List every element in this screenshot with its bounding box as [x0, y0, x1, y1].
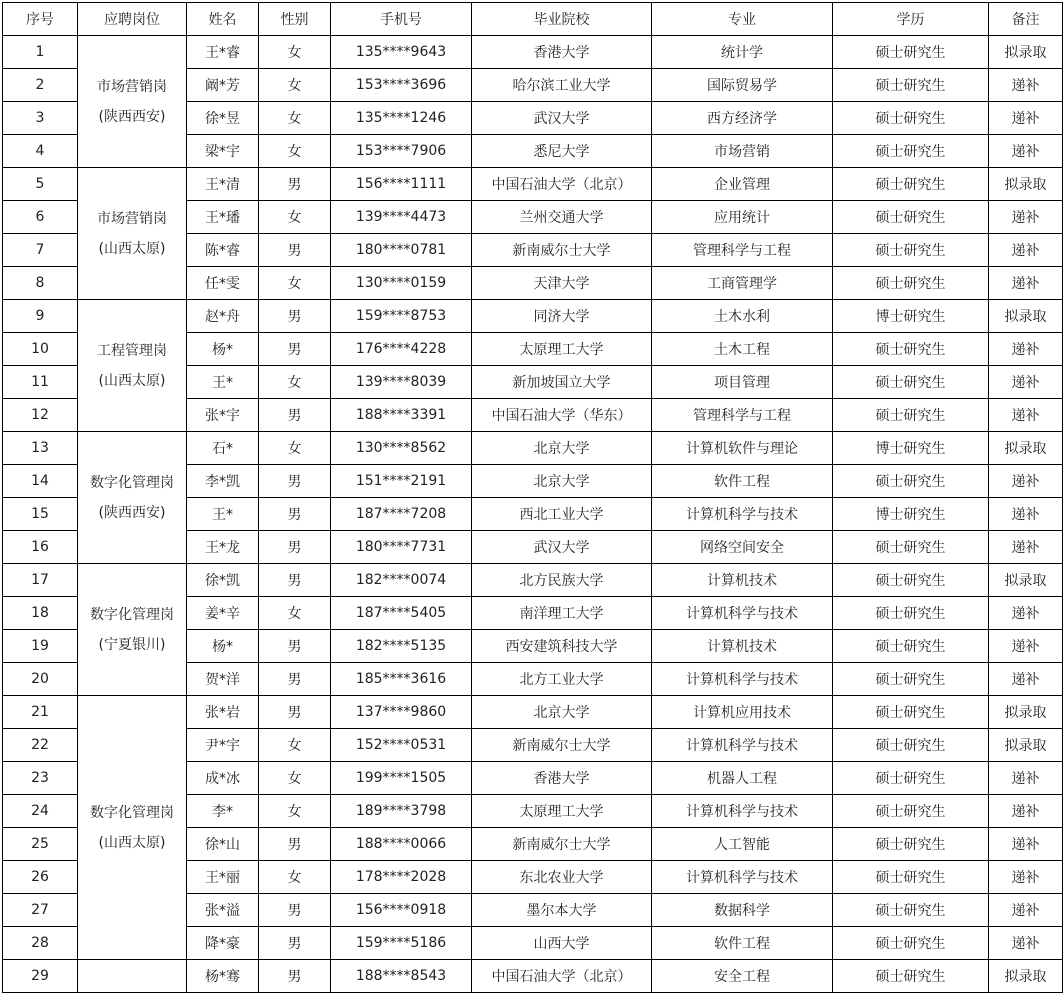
- cell-major: 工商管理学: [652, 267, 833, 300]
- cell-major: 项目管理: [652, 366, 833, 399]
- cell-index: 16: [3, 531, 78, 564]
- cell-school: 中国石油大学（华东）: [472, 399, 652, 432]
- cell-remark: 递补: [989, 861, 1063, 894]
- cell-major: 安全工程: [652, 960, 833, 993]
- table-row: [3, 432, 1063, 465]
- cell-major: 管理科学与工程: [652, 234, 833, 267]
- header-row: [3, 3, 1063, 36]
- cell-gender: 女: [259, 729, 331, 762]
- cell-phone: 156****1111: [331, 168, 472, 201]
- cell-major: 计算机科学与技术: [652, 663, 833, 696]
- cell-remark: 递补: [989, 630, 1063, 663]
- cell-gender: 女: [259, 366, 331, 399]
- cell-index: 28: [3, 927, 78, 960]
- cell-name: 王*睿: [187, 36, 259, 69]
- cell-degree: 硕士研究生: [833, 399, 989, 432]
- cell-school: 北京大学: [472, 465, 652, 498]
- cell-index: 12: [3, 399, 78, 432]
- cell-major: 国际贸易学: [652, 69, 833, 102]
- cell-name: 阚*芳: [187, 69, 259, 102]
- cell-name: 徐*昱: [187, 102, 259, 135]
- cell-phone: 188****3391: [331, 399, 472, 432]
- cell-degree: 硕士研究生: [833, 135, 989, 168]
- cell-gender: 女: [259, 36, 331, 69]
- cell-degree: 博士研究生: [833, 432, 989, 465]
- cell-index: 15: [3, 498, 78, 531]
- cell-remark: 拟录取: [989, 168, 1063, 201]
- cell-remark: 递补: [989, 366, 1063, 399]
- cell-major: 数据科学: [652, 894, 833, 927]
- cell-major: 计算机技术: [652, 630, 833, 663]
- cell-phone: 185****3616: [331, 663, 472, 696]
- cell-index: 4: [3, 135, 78, 168]
- position-title: 数字化管理岗: [90, 606, 174, 623]
- position-location: (陕西西安): [98, 108, 166, 125]
- cell-phone: 152****0531: [331, 729, 472, 762]
- cell-school: 北京大学: [472, 696, 652, 729]
- cell-name: 贺*洋: [187, 663, 259, 696]
- cell-index: 25: [3, 828, 78, 861]
- cell-degree: 硕士研究生: [833, 366, 989, 399]
- cell-degree: 硕士研究生: [833, 630, 989, 663]
- cell-phone: 137****9860: [331, 696, 472, 729]
- cell-phone: 188****8543: [331, 960, 472, 993]
- cell-degree: 博士研究生: [833, 498, 989, 531]
- cell-degree: 硕士研究生: [833, 597, 989, 630]
- cell-degree: 硕士研究生: [833, 102, 989, 135]
- cell-index: 17: [3, 564, 78, 597]
- cell-remark: 递补: [989, 201, 1063, 234]
- cell-school: 新加坡国立大学: [472, 366, 652, 399]
- cell-degree: 博士研究生: [833, 300, 989, 333]
- cell-index: 2: [3, 69, 78, 102]
- table-row: [3, 696, 1063, 729]
- table-row: [3, 300, 1063, 333]
- cell-school: 香港大学: [472, 762, 652, 795]
- cell-gender: 男: [259, 300, 331, 333]
- cell-degree: 硕士研究生: [833, 168, 989, 201]
- cell-index: 6: [3, 201, 78, 234]
- cell-position: [78, 36, 187, 168]
- cell-phone: 159****5186: [331, 927, 472, 960]
- cell-degree: 硕士研究生: [833, 564, 989, 597]
- cell-remark: 递补: [989, 267, 1063, 300]
- cell-gender: 男: [259, 894, 331, 927]
- position-title: 市场营销岗: [97, 78, 167, 95]
- cell-degree: 硕士研究生: [833, 894, 989, 927]
- cell-phone: 180****7731: [331, 531, 472, 564]
- cell-index: 23: [3, 762, 78, 795]
- cell-remark: 拟录取: [989, 36, 1063, 69]
- cell-phone: 178****2028: [331, 861, 472, 894]
- cell-school: 兰州交通大学: [472, 201, 652, 234]
- cell-school: 武汉大学: [472, 531, 652, 564]
- cell-major: 土木水利: [652, 300, 833, 333]
- cell-gender: 男: [259, 696, 331, 729]
- cell-remark: 递补: [989, 828, 1063, 861]
- cell-school: 东北农业大学: [472, 861, 652, 894]
- cell-name: 王*丽: [187, 861, 259, 894]
- cell-remark: 拟录取: [989, 960, 1063, 993]
- cell-index: 20: [3, 663, 78, 696]
- cell-major: 软件工程: [652, 927, 833, 960]
- header-remark: 备注: [989, 3, 1063, 36]
- cell-name: 石*: [187, 432, 259, 465]
- cell-school: 中国石油大学（北京）: [472, 960, 652, 993]
- cell-school: 武汉大学: [472, 102, 652, 135]
- cell-remark: 拟录取: [989, 300, 1063, 333]
- position-title: 市场营销岗: [97, 210, 167, 227]
- cell-name: 梁*宇: [187, 135, 259, 168]
- cell-major: 计算机技术: [652, 564, 833, 597]
- cell-gender: 女: [259, 762, 331, 795]
- cell-school: 悉尼大学: [472, 135, 652, 168]
- cell-remark: 拟录取: [989, 564, 1063, 597]
- cell-index: 24: [3, 795, 78, 828]
- cell-degree: 硕士研究生: [833, 762, 989, 795]
- cell-remark: 递补: [989, 894, 1063, 927]
- cell-index: 5: [3, 168, 78, 201]
- cell-index: 3: [3, 102, 78, 135]
- cell-gender: 女: [259, 597, 331, 630]
- cell-name: 张*溢: [187, 894, 259, 927]
- cell-remark: 递补: [989, 762, 1063, 795]
- table-row: [3, 564, 1063, 597]
- position-location: (宁夏银川): [98, 636, 166, 653]
- cell-index: 9: [3, 300, 78, 333]
- cell-gender: 男: [259, 663, 331, 696]
- cell-degree: 硕士研究生: [833, 267, 989, 300]
- cell-major: 企业管理: [652, 168, 833, 201]
- cell-phone: 130****0159: [331, 267, 472, 300]
- cell-remark: 递补: [989, 597, 1063, 630]
- cell-school: 山西大学: [472, 927, 652, 960]
- cell-gender: 男: [259, 168, 331, 201]
- cell-name: 徐*山: [187, 828, 259, 861]
- cell-school: 西安建筑科技大学: [472, 630, 652, 663]
- position-title: 数字化管理岗: [90, 804, 174, 821]
- cell-phone: 188****0066: [331, 828, 472, 861]
- cell-gender: 男: [259, 498, 331, 531]
- cell-gender: 女: [259, 795, 331, 828]
- cell-degree: 硕士研究生: [833, 201, 989, 234]
- cell-degree: 硕士研究生: [833, 69, 989, 102]
- cell-phone: 180****0781: [331, 234, 472, 267]
- cell-major: 计算机科学与技术: [652, 861, 833, 894]
- cell-phone: 139****4473: [331, 201, 472, 234]
- cell-name: 张*宇: [187, 399, 259, 432]
- cell-degree: 硕士研究生: [833, 828, 989, 861]
- cell-school: 同济大学: [472, 300, 652, 333]
- cell-index: 29: [3, 960, 78, 993]
- cell-phone: 135****1246: [331, 102, 472, 135]
- cell-name: 赵*舟: [187, 300, 259, 333]
- position-location: (山西太原): [98, 834, 166, 851]
- cell-phone: 159****8753: [331, 300, 472, 333]
- cell-phone: 135****9643: [331, 36, 472, 69]
- cell-major: 计算机科学与技术: [652, 597, 833, 630]
- cell-degree: 硕士研究生: [833, 861, 989, 894]
- cell-major: 西方经济学: [652, 102, 833, 135]
- cell-major: 网络空间安全: [652, 531, 833, 564]
- cell-index: 26: [3, 861, 78, 894]
- cell-school: 太原理工大学: [472, 795, 652, 828]
- cell-degree: 硕士研究生: [833, 531, 989, 564]
- cell-gender: 女: [259, 135, 331, 168]
- cell-phone: 182****0074: [331, 564, 472, 597]
- cell-gender: 男: [259, 960, 331, 993]
- cell-remark: 拟录取: [989, 432, 1063, 465]
- cell-degree: 硕士研究生: [833, 663, 989, 696]
- cell-gender: 女: [259, 102, 331, 135]
- cell-school: 中国石油大学（北京）: [472, 168, 652, 201]
- cell-phone: 176****4228: [331, 333, 472, 366]
- cell-name: 王*清: [187, 168, 259, 201]
- cell-name: 王*: [187, 366, 259, 399]
- cell-phone: 199****1505: [331, 762, 472, 795]
- cell-name: 王*: [187, 498, 259, 531]
- cell-phone: 182****5135: [331, 630, 472, 663]
- cell-remark: 递补: [989, 234, 1063, 267]
- cell-degree: 硕士研究生: [833, 927, 989, 960]
- cell-major: 计算机应用技术: [652, 696, 833, 729]
- table-body: [3, 36, 1063, 993]
- header-index: 序号: [3, 3, 78, 36]
- position-location: (山西太原): [98, 240, 166, 257]
- cell-gender: 女: [259, 432, 331, 465]
- cell-phone: 130****8562: [331, 432, 472, 465]
- cell-remark: 递补: [989, 663, 1063, 696]
- cell-index: 1: [3, 36, 78, 69]
- cell-major: 统计学: [652, 36, 833, 69]
- cell-gender: 男: [259, 564, 331, 597]
- cell-remark: 递补: [989, 795, 1063, 828]
- position-title: 工程管理岗: [97, 342, 167, 359]
- cell-degree: 硕士研究生: [833, 960, 989, 993]
- cell-school: 新南威尔士大学: [472, 828, 652, 861]
- cell-name: 杨*骞: [187, 960, 259, 993]
- header-name: 姓名: [187, 3, 259, 36]
- cell-name: 杨*: [187, 630, 259, 663]
- cell-major: 计算机科学与技术: [652, 795, 833, 828]
- cell-name: 成*冰: [187, 762, 259, 795]
- cell-school: 香港大学: [472, 36, 652, 69]
- cell-position: [78, 696, 187, 960]
- cell-degree: 硕士研究生: [833, 234, 989, 267]
- cell-name: 姜*辛: [187, 597, 259, 630]
- cell-degree: 硕士研究生: [833, 333, 989, 366]
- table-row: [3, 36, 1063, 69]
- cell-phone: 151****2191: [331, 465, 472, 498]
- cell-name: 李*凯: [187, 465, 259, 498]
- cell-degree: 硕士研究生: [833, 795, 989, 828]
- cell-major: 软件工程: [652, 465, 833, 498]
- cell-remark: 递补: [989, 135, 1063, 168]
- cell-major: 机器人工程: [652, 762, 833, 795]
- cell-name: 降*豪: [187, 927, 259, 960]
- cell-school: 北京大学: [472, 432, 652, 465]
- cell-name: 陈*睿: [187, 234, 259, 267]
- cell-school: 墨尔本大学: [472, 894, 652, 927]
- cell-name: 李*: [187, 795, 259, 828]
- cell-index: 8: [3, 267, 78, 300]
- cell-major: 市场营销: [652, 135, 833, 168]
- cell-remark: 拟录取: [989, 696, 1063, 729]
- cell-remark: 递补: [989, 333, 1063, 366]
- cell-gender: 女: [259, 69, 331, 102]
- cell-index: 18: [3, 597, 78, 630]
- cell-phone: 153****7906: [331, 135, 472, 168]
- cell-gender: 女: [259, 267, 331, 300]
- cell-major: 人工智能: [652, 828, 833, 861]
- header-degree: 学历: [833, 3, 989, 36]
- cell-school: 新南威尔士大学: [472, 234, 652, 267]
- cell-school: 天津大学: [472, 267, 652, 300]
- cell-remark: 递补: [989, 498, 1063, 531]
- cell-gender: 男: [259, 531, 331, 564]
- cell-major: 土木工程: [652, 333, 833, 366]
- cell-gender: 女: [259, 861, 331, 894]
- cell-phone: 156****0918: [331, 894, 472, 927]
- cell-index: 11: [3, 366, 78, 399]
- cell-school: 西北工业大学: [472, 498, 652, 531]
- header-phone: 手机号: [331, 3, 472, 36]
- cell-index: 13: [3, 432, 78, 465]
- cell-name: 张*岩: [187, 696, 259, 729]
- cell-position: [78, 168, 187, 300]
- cell-major: 管理科学与工程: [652, 399, 833, 432]
- cell-remark: 递补: [989, 531, 1063, 564]
- cell-degree: 硕士研究生: [833, 36, 989, 69]
- cell-major: 计算机科学与技术: [652, 729, 833, 762]
- cell-gender: 男: [259, 630, 331, 663]
- cell-index: 27: [3, 894, 78, 927]
- cell-school: 新南威尔士大学: [472, 729, 652, 762]
- cell-gender: 男: [259, 828, 331, 861]
- cell-name: 王*璠: [187, 201, 259, 234]
- cell-remark: 拟录取: [989, 729, 1063, 762]
- cell-position: [78, 960, 187, 993]
- cell-degree: 硕士研究生: [833, 696, 989, 729]
- cell-remark: 递补: [989, 102, 1063, 135]
- cell-remark: 递补: [989, 399, 1063, 432]
- cell-index: 14: [3, 465, 78, 498]
- header-major: 专业: [652, 3, 833, 36]
- cell-major: 应用统计: [652, 201, 833, 234]
- position-location: (山西太原): [98, 372, 166, 389]
- cell-name: 杨*: [187, 333, 259, 366]
- cell-name: 任*雯: [187, 267, 259, 300]
- cell-gender: 男: [259, 465, 331, 498]
- cell-phone: 187****5405: [331, 597, 472, 630]
- cell-name: 尹*宇: [187, 729, 259, 762]
- cell-major: 计算机软件与理论: [652, 432, 833, 465]
- cell-gender: 男: [259, 333, 331, 366]
- cell-index: 21: [3, 696, 78, 729]
- cell-gender: 男: [259, 234, 331, 267]
- header-school: 毕业院校: [472, 3, 652, 36]
- cell-major: 计算机科学与技术: [652, 498, 833, 531]
- table-row: [3, 168, 1063, 201]
- cell-index: 10: [3, 333, 78, 366]
- cell-school: 哈尔滨工业大学: [472, 69, 652, 102]
- cell-gender: 女: [259, 201, 331, 234]
- cell-name: 徐*凯: [187, 564, 259, 597]
- cell-index: 22: [3, 729, 78, 762]
- cell-degree: 硕士研究生: [833, 729, 989, 762]
- cell-school: 北方工业大学: [472, 663, 652, 696]
- cell-school: 北方民族大学: [472, 564, 652, 597]
- candidate-table: [2, 2, 1063, 993]
- cell-phone: 189****3798: [331, 795, 472, 828]
- cell-name: 王*龙: [187, 531, 259, 564]
- cell-degree: 硕士研究生: [833, 465, 989, 498]
- header-gender: 性别: [259, 3, 331, 36]
- header-position: 应聘岗位: [78, 3, 187, 36]
- cell-remark: 递补: [989, 927, 1063, 960]
- cell-remark: 递补: [989, 69, 1063, 102]
- cell-school: 太原理工大学: [472, 333, 652, 366]
- cell-position: [78, 300, 187, 432]
- cell-phone: 187****7208: [331, 498, 472, 531]
- cell-position: [78, 564, 187, 696]
- cell-gender: 男: [259, 399, 331, 432]
- cell-index: 7: [3, 234, 78, 267]
- cell-position: [78, 432, 187, 564]
- cell-school: 南洋理工大学: [472, 597, 652, 630]
- cell-gender: 男: [259, 927, 331, 960]
- cell-index: 19: [3, 630, 78, 663]
- cell-phone: 153****3696: [331, 69, 472, 102]
- position-location: (陕西西安): [98, 504, 166, 521]
- cell-phone: 139****8039: [331, 366, 472, 399]
- table-row: [3, 960, 1063, 993]
- cell-remark: 递补: [989, 465, 1063, 498]
- position-title: 数字化管理岗: [90, 474, 174, 491]
